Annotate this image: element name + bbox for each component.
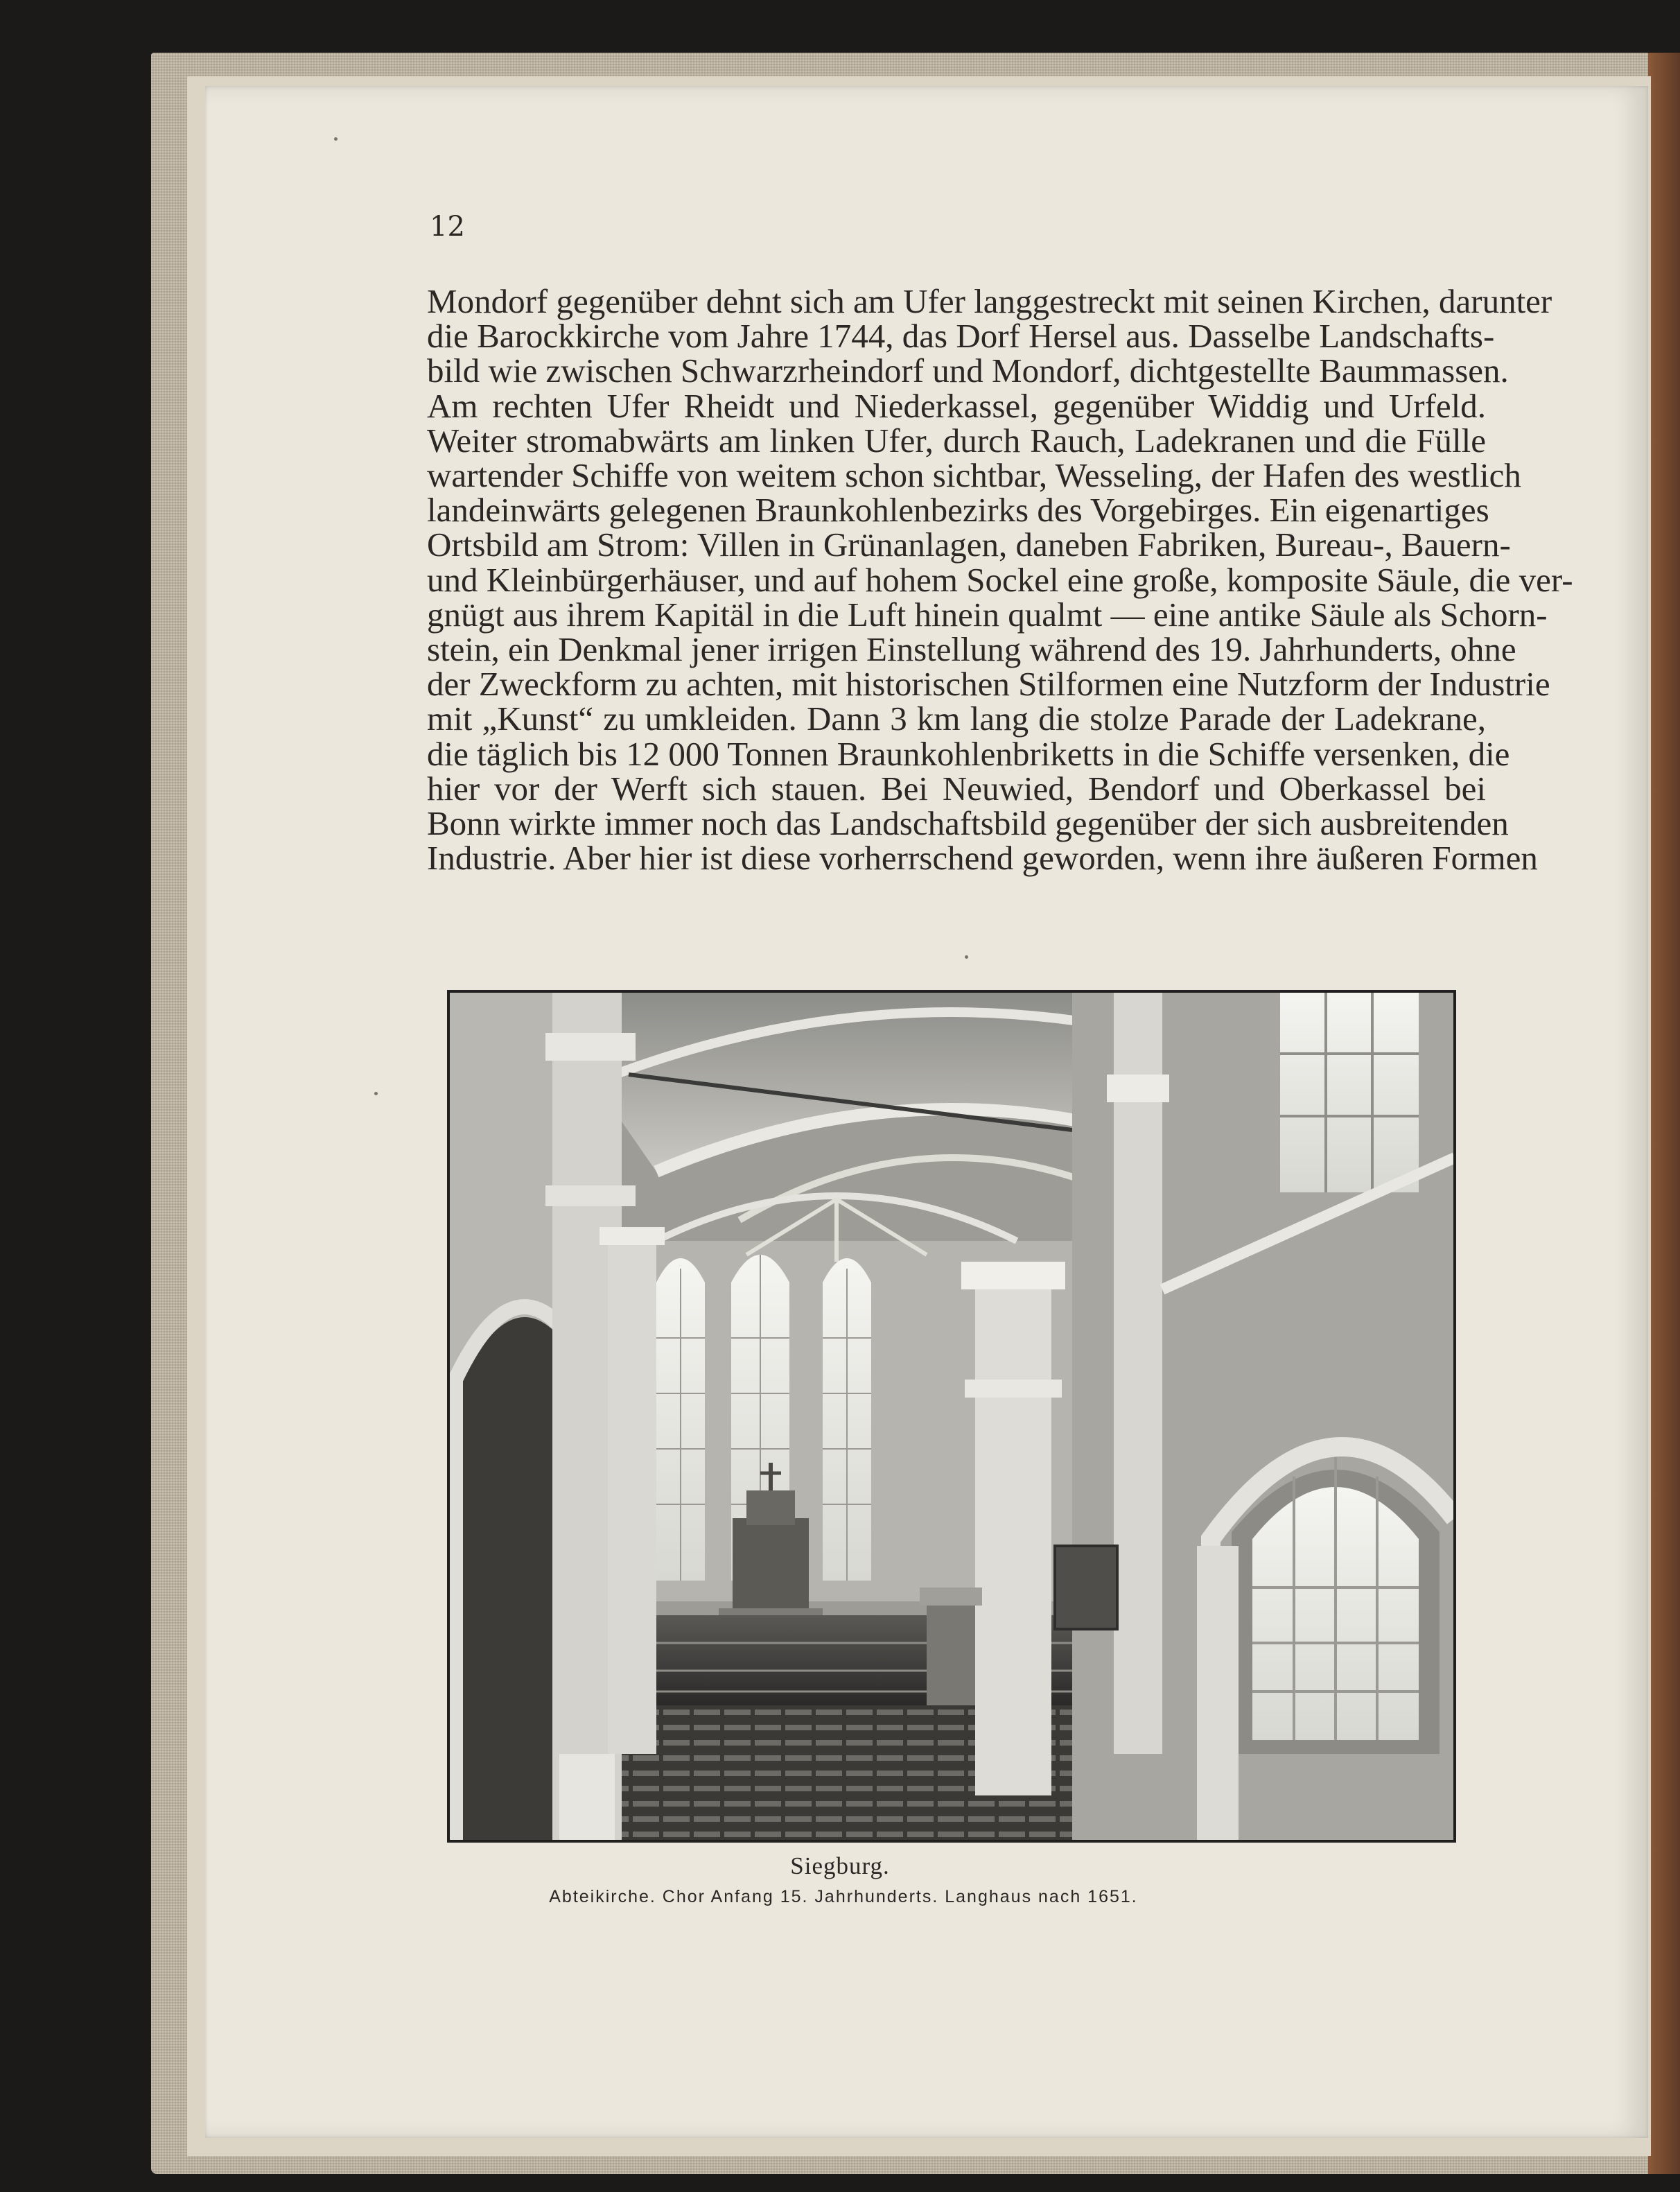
text-line: Mondorf gegenüber dehnt sich am Ufer langgestreckt mit seinen Kirchen, darunter xyxy=(427,282,1552,320)
text-line: bild wie zwischen Schwarzrheindorf und Mondorf, dichtgestellte Baummassen. xyxy=(427,351,1509,390)
text-line: hier vor der Werft sich stauen. Bei Neuwied, Bendorf und Oberkassel bei xyxy=(427,769,1486,808)
text-line: mit „Kunst“ zu umkleiden. Dann 3 km lang die stolze Parade der Ladekrane, xyxy=(427,699,1486,738)
text-line: wartender Schiffe von weitem schon sichtbar, Wesseling, der Hafen des westlich xyxy=(427,456,1521,495)
text-line: die Barockkirche vom Jahre 1744, das Dorf Hersel aus. Dasselbe Landschafts- xyxy=(427,317,1495,356)
body-text xyxy=(427,282,1573,878)
text-line: stein, ein Denkmal jener irrigen Einstellung während des 19. Jahrhunderts, ohne xyxy=(427,630,1516,669)
text-line: der Zweckform zu achten, mit historischen Stilformen eine Nutzform der Industrie xyxy=(427,665,1550,704)
caption-subtitle: Abteikirche. Chor Anfang 15. Jahrhunderts. Langhaus nach 1651. xyxy=(549,1887,1138,1906)
speck xyxy=(334,137,338,141)
text-line: gnügt aus ihrem Kapitäl in die Luft hinein qualmt — eine antike Säule als Schorn- xyxy=(427,595,1548,634)
text-line: die täglich bis 12 000 Tonnen Braunkohlenbriketts in die Schiffe versenken, die xyxy=(427,734,1510,773)
church-interior-illustration xyxy=(448,991,1455,1841)
speck xyxy=(374,1092,378,1095)
text-line: Ortsbild am Strom: Villen in Grünanlagen, daneben Fabriken, Bureau-, Bauern- xyxy=(427,525,1511,564)
caption-title: Siegburg. xyxy=(790,1852,890,1879)
text-line: Am rechten Ufer Rheidt und Niederkassel, gegenüber Widdig und Urfeld. xyxy=(427,386,1486,425)
text-line: Industrie. Aber hier ist diese vorherrschend geworden, wenn ihre äußeren Formen xyxy=(427,839,1538,878)
page-number: 12 xyxy=(430,211,465,243)
church-interior-photo xyxy=(447,990,1456,1843)
text-line: Weiter stromabwärts am linken Ufer, durch Rauch, Ladekranen und die Fülle xyxy=(427,421,1486,460)
text-line: und Kleinbürgerhäuser, und auf hohem Sockel eine große, komposite Säule, die ver- xyxy=(427,560,1573,599)
speck xyxy=(965,955,968,959)
text-line: landeinwärts gelegenen Braunkohlenbezirks des Vorgebirges. Ein eigenartiges xyxy=(427,491,1489,530)
text-line: Bonn wirkte immer noch das Landschaftsbild gegenüber der sich ausbreitenden xyxy=(427,804,1509,843)
